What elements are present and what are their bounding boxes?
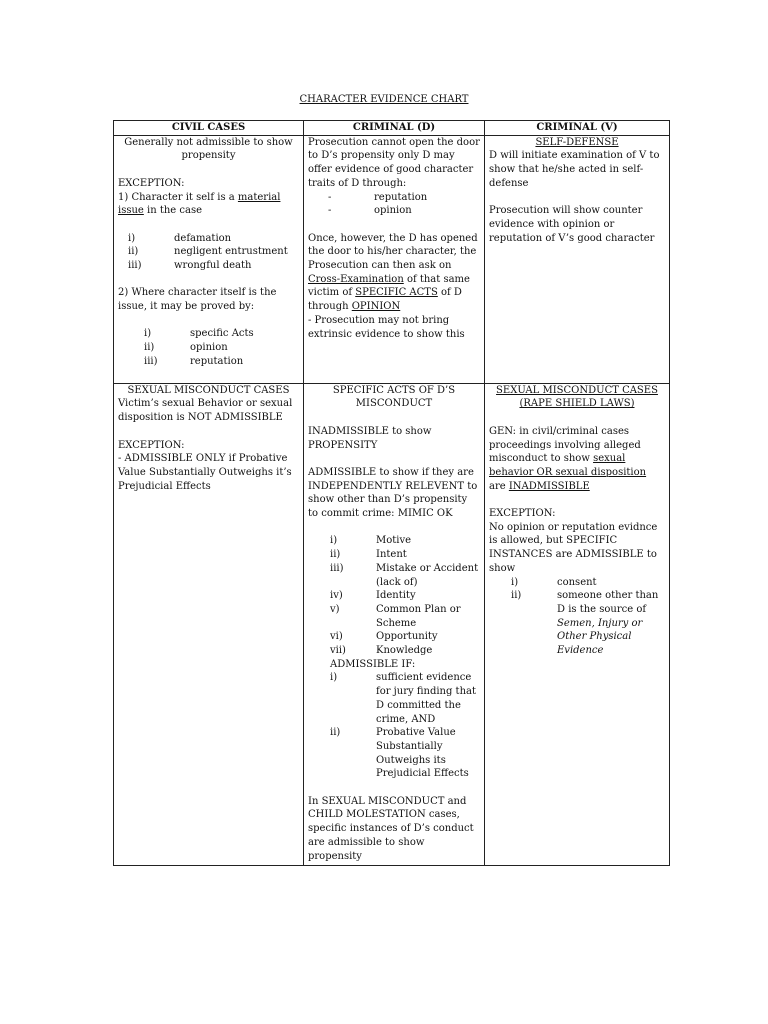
list-item: iv) Identity [330,590,416,602]
specific-acts-heading: SPECIFIC ACTS OF D’S MISCONDUCT [332,384,456,410]
rape-para-1: GEN: in civil/criminal cases proceedings involving alleged misconduct to show sexual behavior OR sexual disposition are INADMISSIBLE [489,425,647,492]
header-criminal-v: CRIMINAL (V) [485,121,670,136]
civil-item-1: 1) Character it self is a material issue in the case [118,191,281,217]
character-evidence-table [113,120,670,866]
header-civil-cases: CIVIL CASES [114,121,304,136]
list-item: i) sufficient evidence for jury finding that D committed the crime, AND [330,672,476,725]
cell-rape-shield [485,383,670,866]
list-item: ii) Probative Value Substantially Outweighs its Prejudicial Effects [330,727,469,780]
crim-v-para-1: D will initiate examination of V to show that he/she acted in self-defense [489,150,660,189]
list-item: iii) reputation [144,355,244,367]
crim-d-para-3: - Prosecution may not bring extrinsic evidence to show this [308,314,465,340]
table-header-row [114,121,670,136]
list-item: ii) opinion [144,342,228,354]
list-item: - opinion [328,205,412,217]
document-title: CHARACTER EVIDENCE CHART [299,94,469,105]
table-row [114,383,670,866]
cell-specific-acts [304,383,485,866]
rape-shield-heading-2: (RAPE SHIELD LAWS) [519,398,635,410]
rape-shield-heading-1: SEXUAL MISCONDUCT CASES [496,384,658,396]
sexual-misconduct-heading: SEXUAL MISCONDUCT CASES [127,384,290,396]
self-defense-heading: SELF-DEFENSE [535,136,619,148]
list-item: iii) Mistake or Accident (lack of) [330,562,479,588]
cell-civil-cases [114,135,304,383]
specific-para-2: ADMISSIBLE to show if they are INDEPENDENTLY RELEVENT to show other than D’s propensity to commit crime: MIMIC OK [308,466,478,519]
admissible-if-label: ADMISSIBLE IF: [330,658,416,670]
rape-exception-label: EXCEPTION: [489,508,556,519]
civil-intro: Generally not admissible to show propensity [124,136,293,162]
crim-v-para-2: Prosecution will show counter evidence with opinion or reputation of V’s good character [489,205,655,244]
rape-para-2: No opinion or reputation evidnce is allowed, but SPECIFIC INSTANCES are ADMISSIBLE to show [489,521,658,574]
sexual-exception-label: EXCEPTION: [118,439,185,451]
cell-criminal-v [485,135,670,383]
list-item: - reputation [328,191,428,203]
header-criminal-d: CRIMINAL (D) [304,121,485,136]
crim-d-para-2: Once, however, the D has opened the door to his/her character, the Prosecution can then ask on Cross-Examination of that same victim of SPECIFIC ACTS of D through OPINION [308,232,478,313]
list-item: ii) someone other than D is the source of Semen, Injury or Other Physical Evidence [511,590,659,657]
list-item: vii) Knowledge [330,645,433,657]
list-item: i) Motive [330,535,412,547]
cell-criminal-d [304,135,485,383]
list-item: v) Common Plan or Scheme [330,603,461,629]
sexual-para-2: - ADMISSIBLE ONLY if Probative Value Substantially Outweighs it’s Prejudicial Effects [118,453,292,492]
list-item: ii) negligent entrustment [128,246,288,258]
list-item: vi) Opportunity [330,631,438,643]
list-item: iii) wrongful death [128,260,252,271]
civil-item-2: 2) Where character itself is the issue, it may be proved by: [118,287,277,313]
specific-para-1: INADMISSIBLE to show PROPENSITY [308,425,432,451]
list-item: i) specific Acts [144,328,254,340]
table-row [114,135,670,383]
civil-exception-label: EXCEPTION: [118,177,185,189]
list-item: i) defamation [128,232,232,244]
list-item: ii) Intent [330,549,407,561]
specific-para-3: In SEXUAL MISCONDUCT and CHILD MOLESTATION cases, specific instances of D’s conduct are admissible to show propensity [308,795,474,862]
cell-sexual-misconduct [114,383,304,866]
sexual-para-1: Victim’s sexual Behavior or sexual disposition is NOT ADMISSIBLE [118,398,293,424]
crim-d-para-1: Prosecution cannot open the door to D’s propensity only D may offer evidence of good character traits of D through: [308,136,480,189]
list-item: i) consent [511,576,597,588]
